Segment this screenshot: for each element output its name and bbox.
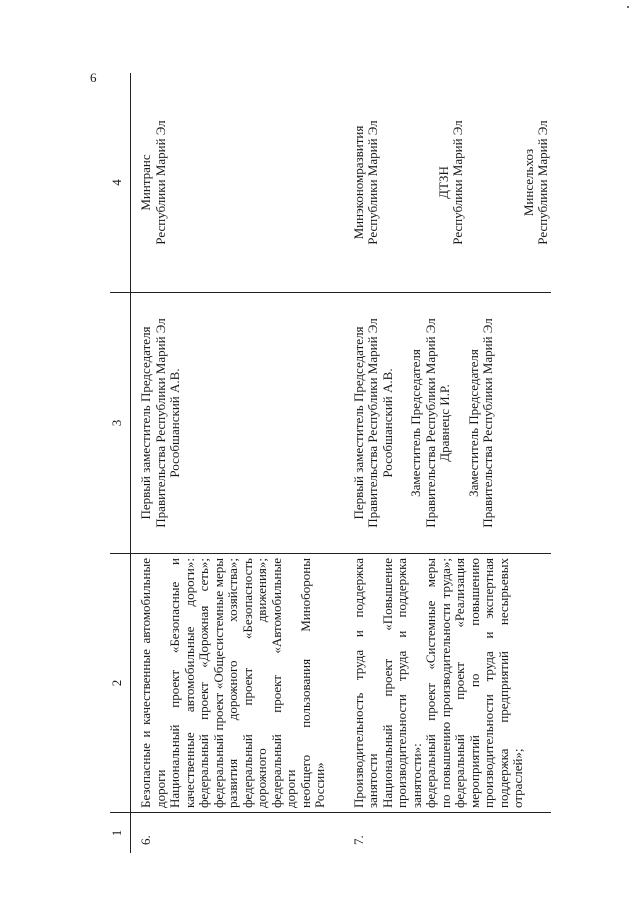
responsible-line: Первый заместитель Председателя [350,326,366,520]
executor-line: Минсельхоз [520,148,536,217]
description-line: федеральный проект «Дорожная сеть»; [196,558,211,808]
description-line: Безопасные и качественные автомобильные [138,558,153,808]
executor-agency [131,73,328,293]
description-line: федеральный проект «Общесистемные меры [210,558,226,808]
header-col-3: 3 [110,293,131,554]
responsible-line: Заместитель Председателя [465,349,481,497]
block-gap [453,297,467,549]
header-col-4: 4 [110,73,131,293]
executor-line: ДТЗН [435,166,451,199]
description-line: Производительность труда и поддержка [350,558,366,808]
description-line: федеральный проект «Системные меры [423,558,438,808]
executor-line: Республики Марий Эл [535,120,550,245]
responsible-line: Правительства Республики Марий Эл [480,318,495,528]
executor-line: Республики Марий Эл [152,120,168,245]
responsible-line: Правительства Республики Марий Эл [152,318,168,528]
description-line: необщего пользования Минобороны России» [297,558,327,808]
description-line: Национальный проект «Повышение [379,558,395,808]
description-line: Национальный проект «Безопасные и [167,558,182,808]
responsible-line: Заместитель Председателя [408,349,423,497]
block-gap [466,77,522,288]
description-line: федеральный проект «Реализация [452,558,467,808]
header-col-2: 2 [110,554,131,813]
executor-line: Минтранс [138,154,153,211]
responsible-line: Первый заместитель Председателя [138,326,153,520]
executor-line: Республики Марий Эл [365,120,380,245]
description-line: дорожного движения»; [254,558,269,808]
project-description [131,554,328,813]
page-number: 6 [90,70,97,85]
block-gap [381,77,437,288]
row-spacer [328,73,344,853]
executor-line: Минэкономразвития [350,125,366,240]
description-line: производительности труда и поддержка [394,558,409,808]
description-line: федеральный проект «Безопасность [239,558,255,808]
responsible-line: Дравнецс И.Р. [437,384,452,462]
responsible-line: Рособшанский А.В. [379,368,395,478]
row-number: 7. [344,813,551,854]
scan-speck [627,6,629,8]
responsible-line: Рособшанский А.В. [167,368,182,478]
description-line: поддержка предприятий несырьевых [495,558,511,808]
table-row [344,73,551,853]
description-line: по повышению производительности труда»; [437,558,453,808]
block-gap [395,297,409,549]
description-line: производительности труда и экспертная [481,558,496,808]
executor-agency [344,73,551,293]
rotated-table-container [109,73,550,853]
table-row [131,73,328,853]
header-row [110,73,131,853]
header-col-1: 1 [110,813,131,854]
description-line: мероприятий по повышению [466,558,482,808]
executor-line: Республики Марий Эл [450,120,465,245]
responsible-official [344,293,551,554]
description-line: дороги [152,769,168,808]
row-number: 6. [131,813,328,854]
description-line: занятости [365,753,380,808]
responsible-line: Правительства Республики Марий Эл [422,318,438,528]
project-description [344,554,551,813]
program-table [110,73,551,853]
responsible-line: Правительства Республики Марий Эл [365,318,380,528]
description-line: качественные автомобильные дороги»: [181,558,197,808]
description-line: отраслей»; [510,748,525,808]
description-line: развития дорожного хозяйства»; [225,558,240,808]
description-line: занятости»: [408,743,424,808]
description-line: федеральный проект «Автомобильные дороги [268,558,298,808]
responsible-official [131,293,328,554]
